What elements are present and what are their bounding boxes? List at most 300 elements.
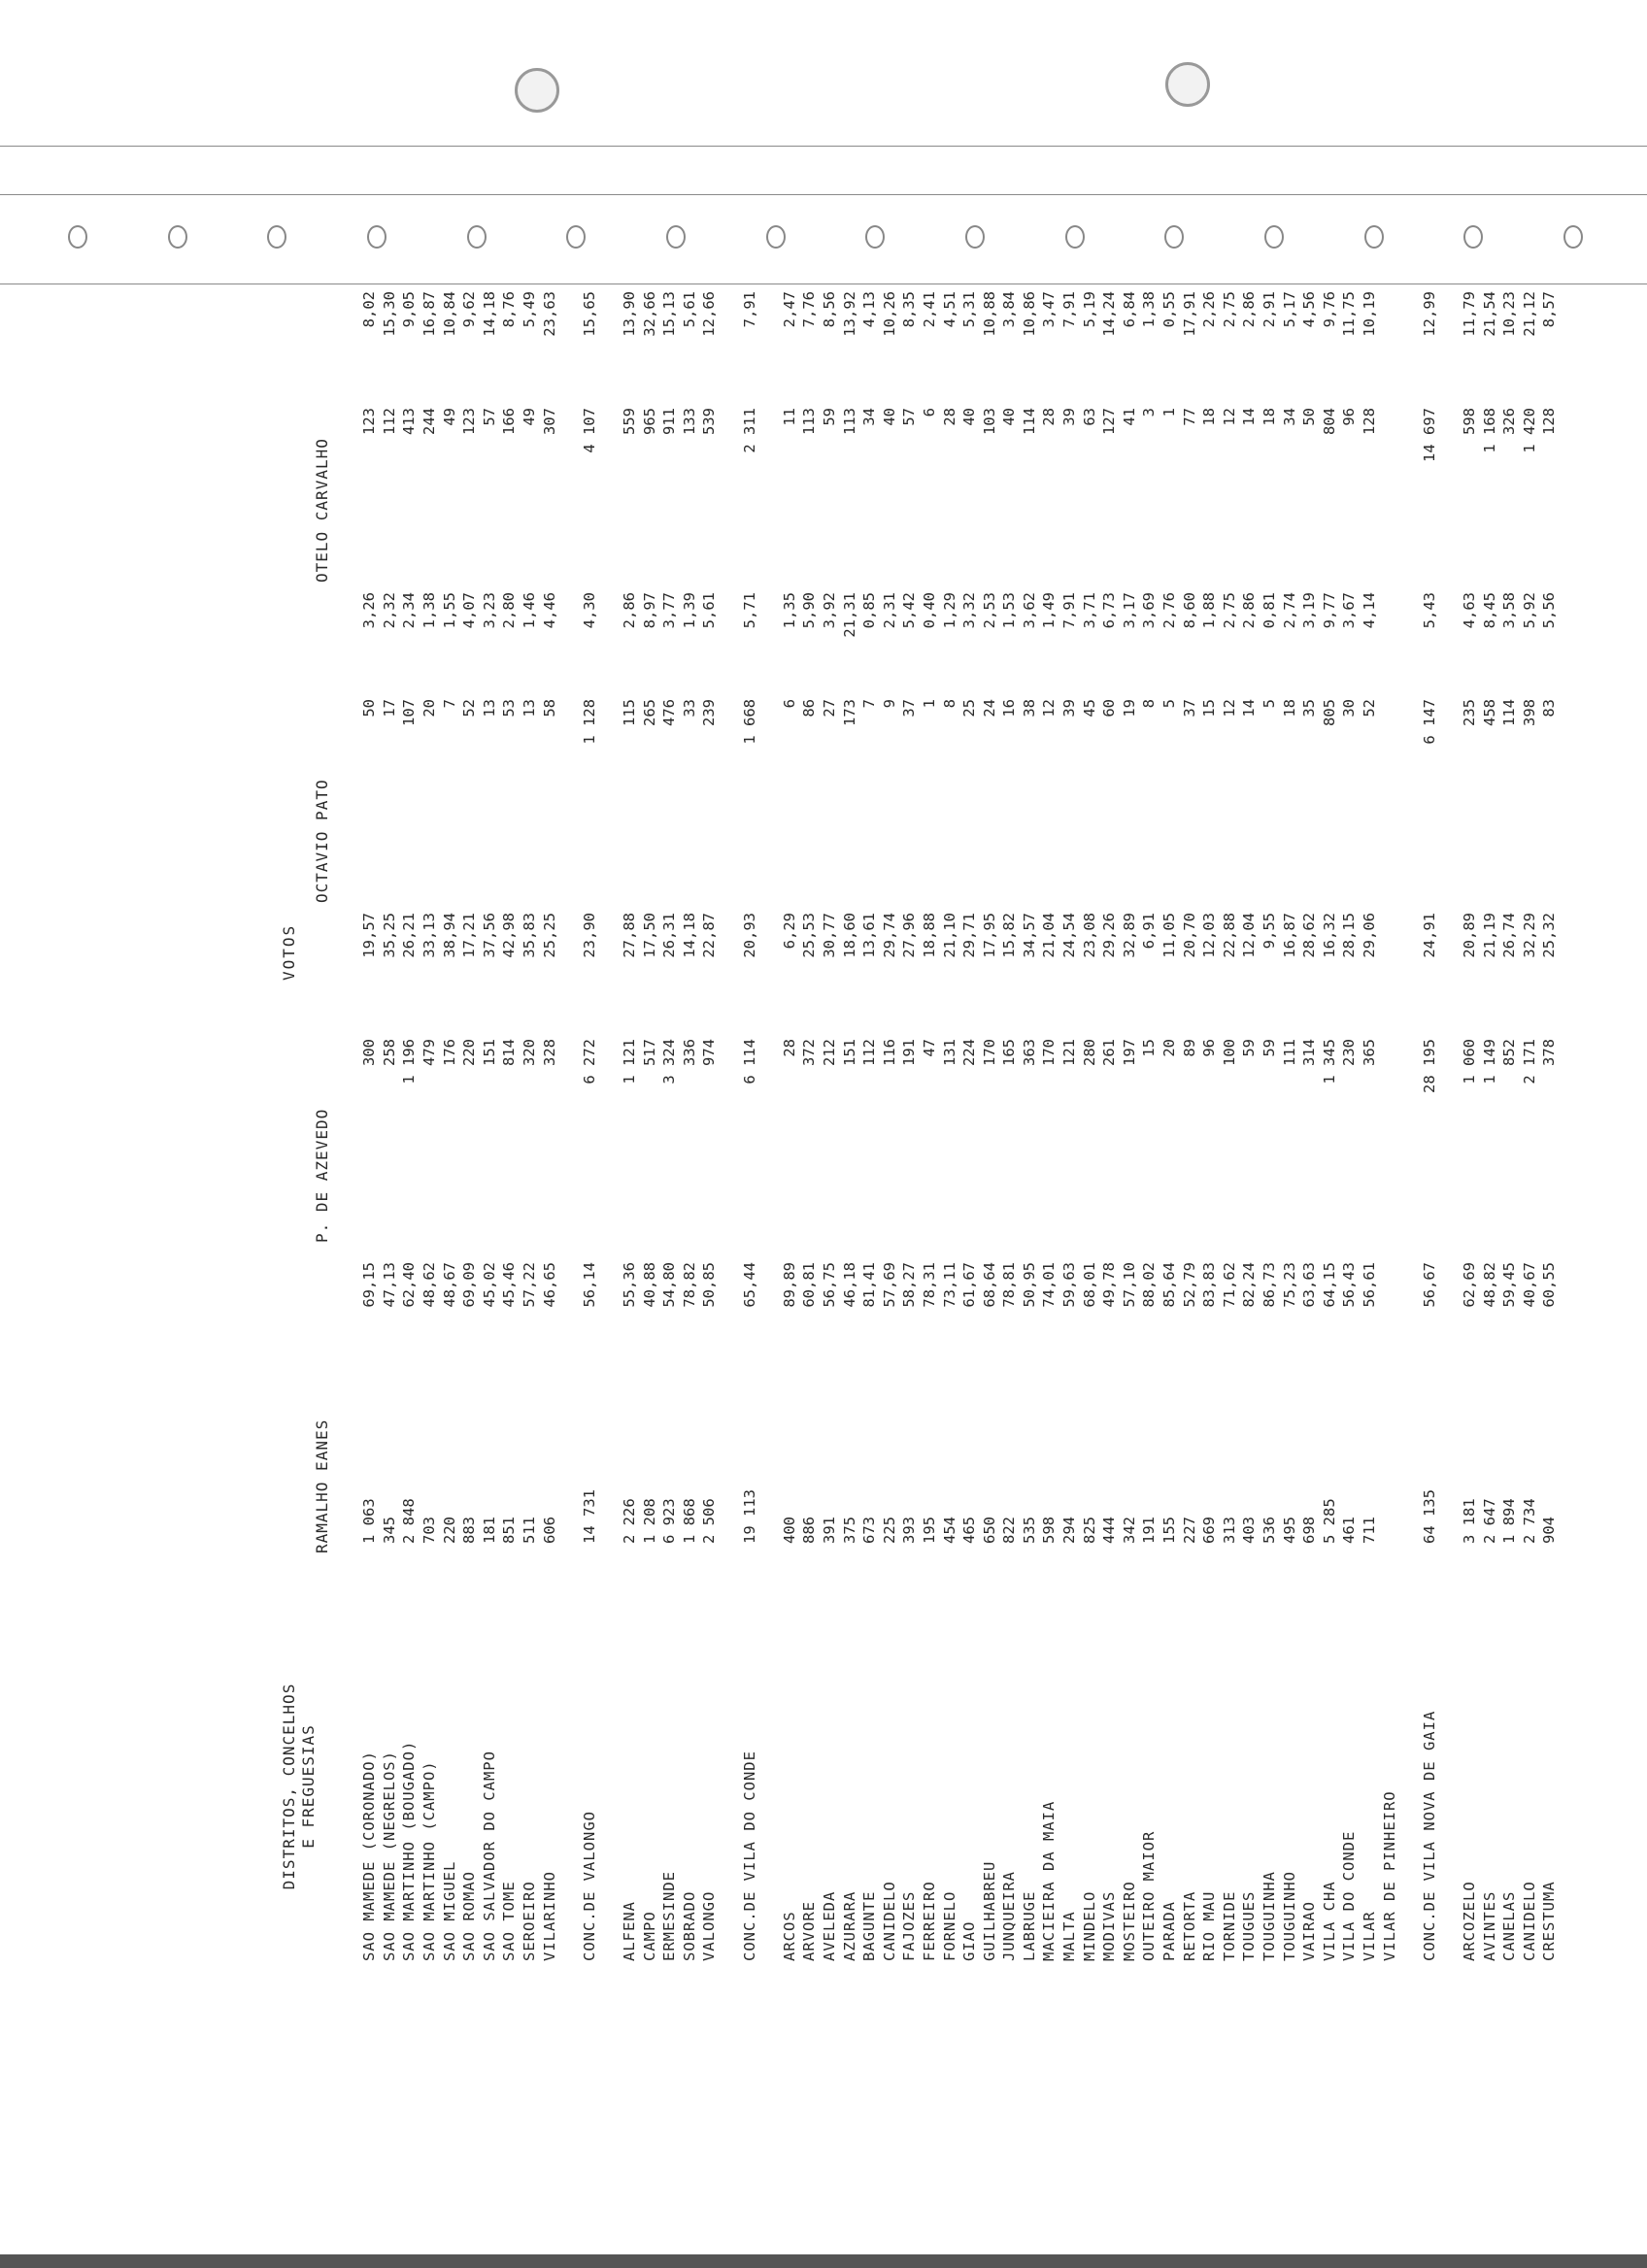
- vote-percent: 21,31: [840, 592, 858, 638]
- table-row: [1419, 291, 1439, 1961]
- vote-percent: 78,31: [920, 1262, 938, 1308]
- vote-count: 673: [860, 1517, 879, 1544]
- table-row: [1519, 291, 1539, 1961]
- vote-count: 4 107: [580, 408, 598, 453]
- vote-percent: 21,54: [1480, 291, 1498, 337]
- vote-count: 244: [420, 408, 439, 435]
- vote-count: 1 868: [680, 1498, 698, 1544]
- parish-name: VILA DO CONDE: [1340, 1830, 1359, 1961]
- vote-count: 307: [540, 408, 558, 435]
- table-row: [1279, 291, 1299, 1961]
- vote-count: 1 420: [1520, 408, 1538, 453]
- vote-percent: 20,93: [740, 913, 758, 958]
- vote-percent: 71,62: [1220, 1262, 1238, 1308]
- row-spacer: [599, 291, 620, 1961]
- vote-percent: 42,98: [500, 913, 519, 958]
- vote-count: 313: [1220, 1517, 1238, 1544]
- table-row: [359, 291, 380, 1961]
- vote-percent: 27,88: [621, 913, 639, 958]
- vote-percent: 63,63: [1300, 1262, 1319, 1308]
- vote-count: 539: [700, 408, 719, 435]
- vote-percent: 12,66: [700, 291, 719, 337]
- row-spacer: [720, 291, 740, 1961]
- vote-percent: 29,06: [1360, 913, 1378, 958]
- vote-count: 24: [980, 699, 998, 717]
- vote-count: 825: [1080, 1517, 1098, 1544]
- vote-percent: 32,66: [640, 291, 658, 337]
- vote-percent: 64,15: [1320, 1262, 1338, 1308]
- table-row: [439, 291, 459, 1961]
- vote-percent: 11,79: [1460, 291, 1478, 337]
- vote-count: 181: [480, 1517, 498, 1544]
- vote-count: 28: [1040, 408, 1059, 426]
- vote-percent: 29,71: [960, 913, 979, 958]
- table-row: [1079, 291, 1099, 1961]
- vote-percent: 4,30: [580, 592, 598, 629]
- vote-count: 60: [1100, 699, 1119, 717]
- vote-count: 64 135: [1420, 1489, 1438, 1544]
- vote-percent: 2,91: [1260, 291, 1279, 328]
- vote-count: 34: [860, 408, 879, 426]
- vote-count: 127: [1100, 408, 1119, 435]
- vote-count: 535: [1020, 1517, 1038, 1544]
- vote-percent: 48,62: [420, 1262, 439, 1308]
- vote-count: 14 697: [1420, 408, 1438, 462]
- vote-count: 39: [1060, 408, 1079, 426]
- vote-percent: 26,21: [400, 913, 419, 958]
- table-row: [680, 291, 700, 1961]
- vote-percent: 62,69: [1460, 1262, 1478, 1308]
- vote-percent: 8,45: [1480, 592, 1498, 629]
- vote-percent: 3,47: [1040, 291, 1059, 328]
- vote-count: 220: [460, 1039, 479, 1066]
- parish-name: SAO TOME: [500, 1881, 519, 1961]
- vote-count: 47: [920, 1039, 938, 1057]
- vote-count: 911: [660, 408, 679, 435]
- vote-count: 517: [640, 1039, 658, 1066]
- vote-percent: 2,80: [500, 592, 519, 629]
- parish-name: CANIDELO: [880, 1881, 898, 1961]
- table-row: [539, 291, 559, 1961]
- vote-count: 703: [420, 1517, 439, 1544]
- vote-count: 50: [360, 699, 379, 717]
- vote-percent: 26,31: [660, 913, 679, 958]
- vote-percent: 32,29: [1520, 913, 1538, 958]
- vote-percent: 25,25: [540, 913, 558, 958]
- candidate-header-1: RAMALHO EANES: [313, 1418, 331, 1553]
- vote-count: 883: [460, 1517, 479, 1544]
- vote-count: 19: [1120, 699, 1138, 717]
- table-row: [859, 291, 880, 1961]
- table-row: [979, 291, 999, 1961]
- parish-name: MINDELO: [1080, 1890, 1098, 1961]
- parish-name: CRESTUMA: [1540, 1881, 1559, 1961]
- vote-count: 18: [1260, 408, 1279, 426]
- vote-percent: 49,78: [1100, 1262, 1119, 1308]
- vote-count: 965: [640, 408, 658, 435]
- parish-name: SAO MARTINHO (BOUGADO): [400, 1740, 419, 1961]
- vote-percent: 59,63: [1060, 1262, 1079, 1308]
- parish-name: LABRUGE: [1020, 1890, 1038, 1961]
- vote-count: 225: [880, 1517, 898, 1544]
- vote-percent: 1,88: [1200, 592, 1219, 629]
- table-row: [1239, 291, 1260, 1961]
- table-row: [920, 291, 940, 1961]
- vote-count: 112: [860, 1039, 879, 1066]
- parish-name: ERMESINDE: [660, 1871, 679, 1961]
- vote-count: 57: [480, 408, 498, 426]
- table-row: [1220, 291, 1240, 1961]
- vote-count: 265: [640, 699, 658, 726]
- table-row: [620, 291, 640, 1961]
- parish-name: VILAR: [1360, 1911, 1378, 1961]
- vote-percent: 48,67: [440, 1262, 458, 1308]
- vote-count: 8: [940, 699, 958, 709]
- vote-percent: 34,57: [1020, 913, 1038, 958]
- vote-percent: 25,32: [1540, 913, 1559, 958]
- vote-percent: 10,88: [980, 291, 998, 337]
- vote-percent: 20,89: [1460, 913, 1478, 958]
- vote-count: 1: [1160, 408, 1179, 417]
- vote-count: 13: [480, 699, 498, 717]
- table-row: [959, 291, 980, 1961]
- table-row: [1059, 291, 1080, 1961]
- vote-percent: 5,19: [1080, 291, 1098, 328]
- vote-count: 258: [380, 1039, 398, 1066]
- vote-percent: 2,86: [1240, 291, 1259, 328]
- vote-count: 14 731: [580, 1489, 598, 1544]
- vote-count: 116: [880, 1039, 898, 1066]
- parish-name: VILARINHO: [540, 1871, 558, 1961]
- vote-count: 444: [1100, 1517, 1119, 1544]
- vote-percent: 3,17: [1120, 592, 1138, 629]
- vote-percent: 8,35: [900, 291, 919, 328]
- parish-name: AVELEDA: [820, 1890, 838, 1961]
- vote-percent: 16,87: [420, 291, 439, 337]
- vote-percent: 54,80: [660, 1262, 679, 1308]
- table-row: [1020, 291, 1040, 1961]
- vote-percent: 9,55: [1260, 913, 1279, 950]
- vote-count: 35: [1300, 699, 1319, 717]
- vote-count: 28: [780, 1039, 798, 1057]
- vote-count: 342: [1120, 1517, 1138, 1544]
- vote-percent: 10,19: [1360, 291, 1378, 337]
- vote-count: 40: [880, 408, 898, 426]
- vote-percent: 4,14: [1360, 592, 1378, 629]
- table-row: [799, 291, 820, 1961]
- vote-count: 37: [900, 699, 919, 717]
- vote-percent: 0,81: [1260, 592, 1279, 629]
- vote-count: 822: [1000, 1517, 1019, 1544]
- vote-count: 393: [900, 1517, 919, 1544]
- parish-name: MOSTEIRO: [1120, 1881, 1138, 1961]
- vote-count: 173: [840, 699, 858, 726]
- vote-percent: 0,85: [860, 592, 879, 629]
- vote-count: 606: [540, 1517, 558, 1544]
- vote-count: 13: [521, 699, 539, 717]
- vote-percent: 59,45: [1500, 1262, 1519, 1308]
- table-row: [1160, 291, 1180, 1961]
- vote-count: 403: [1240, 1517, 1259, 1544]
- punch-hole: [1165, 62, 1210, 107]
- vote-count: 6 114: [740, 1039, 758, 1084]
- vote-count: 650: [980, 1517, 998, 1544]
- vote-percent: 50,95: [1020, 1262, 1038, 1308]
- vote-count: 9: [880, 699, 898, 709]
- vote-count: 113: [800, 408, 819, 435]
- parish-name: ARCOZELO: [1460, 1881, 1478, 1961]
- table-row: [1360, 291, 1380, 1961]
- table-row: [739, 291, 759, 1961]
- vote-count: 814: [500, 1039, 519, 1066]
- row-spacer: [759, 291, 780, 1961]
- vote-count: 34: [1280, 408, 1298, 426]
- vote-percent: 17,50: [640, 913, 658, 958]
- vote-percent: 62,40: [400, 1262, 419, 1308]
- vote-percent: 5,61: [680, 291, 698, 328]
- vote-count: 365: [1360, 1039, 1378, 1066]
- vote-percent: 9,76: [1320, 291, 1338, 328]
- table-title: DISTRITOS, CONCELHOS E FREGUESIAS: [280, 1683, 318, 1890]
- vote-count: 25: [960, 699, 979, 717]
- vote-count: 59: [1240, 1039, 1259, 1057]
- vote-percent: 73,11: [940, 1262, 958, 1308]
- vote-percent: 3,92: [820, 592, 838, 629]
- vote-percent: 22,88: [1220, 913, 1238, 958]
- vote-count: 170: [1040, 1039, 1059, 1066]
- table-row: [1539, 291, 1560, 1961]
- vote-count: 8: [1140, 699, 1159, 709]
- vote-count: 96: [1340, 408, 1359, 426]
- vote-count: 197: [1120, 1039, 1138, 1066]
- vote-percent: 2,47: [780, 291, 798, 328]
- table-row: [1320, 291, 1340, 1961]
- vote-percent: 18,60: [840, 913, 858, 958]
- vote-percent: 29,26: [1100, 913, 1119, 958]
- vote-count: 398: [1520, 699, 1538, 726]
- parish-name: FORNELO: [940, 1890, 958, 1961]
- table-row: [499, 291, 520, 1961]
- vote-count: 536: [1260, 1517, 1279, 1544]
- vote-percent: 48,82: [1480, 1262, 1498, 1308]
- parish-name: ARCOS: [780, 1911, 798, 1961]
- vote-count: 6 272: [580, 1039, 598, 1084]
- table-row: [879, 291, 899, 1961]
- vote-percent: 82,24: [1240, 1262, 1259, 1308]
- vote-count: 128: [1360, 408, 1378, 435]
- candidate-header-2: P. DE AZEVEDO: [313, 1108, 331, 1243]
- vote-count: 121: [1060, 1039, 1079, 1066]
- parish-name: CONC.DE VILA NOVA DE GAIA: [1420, 1710, 1438, 1961]
- vote-percent: 85,64: [1160, 1262, 1179, 1308]
- vote-percent: 26,74: [1500, 913, 1519, 958]
- vote-percent: 69,15: [360, 1262, 379, 1308]
- vote-count: 155: [1160, 1517, 1179, 1544]
- vote-percent: 50,85: [700, 1262, 719, 1308]
- vote-percent: 56,14: [580, 1262, 598, 1308]
- vote-percent: 21,19: [1480, 913, 1498, 958]
- vote-count: 28: [940, 408, 958, 426]
- vote-count: 33: [680, 699, 698, 717]
- parish-name: JUNQUEIRA: [1000, 1871, 1019, 1961]
- vote-count: 17: [380, 699, 398, 717]
- vote-count: 852: [1500, 1039, 1519, 1066]
- vote-count: 1 063: [360, 1498, 379, 1544]
- vote-count: 413: [400, 408, 419, 435]
- parish-name: SAO ROMAO: [460, 1871, 479, 1961]
- parish-name: CAMPO: [640, 1911, 658, 1961]
- vote-percent: 5,56: [1540, 592, 1559, 629]
- table-row: [1479, 291, 1499, 1961]
- vote-count: 30: [1340, 699, 1359, 717]
- vote-percent: 13,90: [621, 291, 639, 337]
- vote-percent: 1,35: [780, 592, 798, 629]
- vote-count: 461: [1340, 1517, 1359, 1544]
- vote-count: 14: [1240, 699, 1259, 717]
- vote-percent: 24,91: [1420, 913, 1438, 958]
- vote-percent: 81,41: [860, 1262, 879, 1308]
- vote-count: 49: [521, 408, 539, 426]
- vote-percent: 65,44: [740, 1262, 758, 1308]
- vote-percent: 55,36: [621, 1262, 639, 1308]
- vote-count: 166: [500, 408, 519, 435]
- vote-count: 52: [1360, 699, 1378, 717]
- vote-count: 14: [1240, 408, 1259, 426]
- vote-count: 1: [920, 699, 938, 709]
- vote-percent: 2,31: [880, 592, 898, 629]
- vote-count: 3 181: [1460, 1498, 1478, 1544]
- vote-count: 41: [1120, 408, 1138, 426]
- vote-count: 300: [360, 1039, 379, 1066]
- vote-count: 320: [521, 1039, 539, 1066]
- parish-name: MALTA: [1060, 1911, 1079, 1961]
- vote-count: 328: [540, 1039, 558, 1066]
- vote-percent: 1,55: [440, 592, 458, 629]
- vote-percent: 1,38: [1140, 291, 1159, 328]
- vote-count: 261: [1100, 1039, 1119, 1066]
- table-row: [380, 291, 400, 1961]
- vote-percent: 69,09: [460, 1262, 479, 1308]
- vote-percent: 6,29: [780, 913, 798, 950]
- vote-count: 904: [1540, 1517, 1559, 1544]
- vote-count: 151: [480, 1039, 498, 1066]
- vote-percent: 27,96: [900, 913, 919, 958]
- vote-percent: 7,91: [1060, 592, 1079, 629]
- vote-percent: 12,04: [1240, 913, 1259, 958]
- vote-count: 345: [380, 1517, 398, 1544]
- vote-percent: 52,79: [1180, 1262, 1198, 1308]
- vote-count: 805: [1320, 699, 1338, 726]
- vote-percent: 2,86: [1240, 592, 1259, 629]
- vote-count: 378: [1540, 1039, 1559, 1066]
- vote-count: 115: [621, 699, 639, 726]
- vote-percent: 75,23: [1280, 1262, 1298, 1308]
- page-bottom-edge: [0, 2254, 1647, 2268]
- vote-percent: 3,26: [360, 592, 379, 629]
- vote-count: 18: [1200, 408, 1219, 426]
- vote-count: 227: [1180, 1517, 1198, 1544]
- vote-percent: 47,13: [380, 1262, 398, 1308]
- table-row: [1099, 291, 1120, 1961]
- vote-percent: 57,69: [880, 1262, 898, 1308]
- parish-name: SAO MAMEDE (NEGRELOS): [380, 1751, 398, 1961]
- vote-percent: 78,81: [1000, 1262, 1019, 1308]
- vote-count: 12: [1040, 699, 1059, 717]
- vote-percent: 15,30: [380, 291, 398, 337]
- vote-percent: 58,27: [900, 1262, 919, 1308]
- vote-percent: 4,63: [1460, 592, 1478, 629]
- vote-count: 458: [1480, 699, 1498, 726]
- vote-percent: 56,43: [1340, 1262, 1359, 1308]
- parish-name: AVINTES: [1480, 1890, 1498, 1961]
- vote-percent: 2,41: [920, 291, 938, 328]
- table-row: [399, 291, 420, 1961]
- vote-percent: 0,55: [1160, 291, 1179, 328]
- vote-percent: 3,23: [480, 592, 498, 629]
- vote-percent: 3,32: [960, 592, 979, 629]
- vote-count: 58: [540, 699, 558, 717]
- vote-percent: 15,13: [660, 291, 679, 337]
- vote-percent: 21,12: [1520, 291, 1538, 337]
- vote-count: 191: [1140, 1517, 1159, 1544]
- vote-percent: 60,81: [800, 1262, 819, 1308]
- vote-percent: 5,92: [1520, 592, 1538, 629]
- scan-line: [0, 146, 1647, 147]
- vote-percent: 3,58: [1500, 592, 1519, 629]
- vote-percent: 10,26: [880, 291, 898, 337]
- vote-count: 133: [680, 408, 698, 435]
- vote-count: 77: [1180, 408, 1198, 426]
- vote-percent: 8,56: [820, 291, 838, 328]
- vote-percent: 40,88: [640, 1262, 658, 1308]
- vote-percent: 8,02: [360, 291, 379, 328]
- vote-count: 7: [440, 699, 458, 709]
- vote-count: 314: [1300, 1039, 1319, 1066]
- vote-count: 559: [621, 408, 639, 435]
- vote-percent: 10,23: [1500, 291, 1519, 337]
- vote-percent: 5,17: [1280, 291, 1298, 328]
- vote-percent: 68,64: [980, 1262, 998, 1308]
- parish-name: SAO MARTINHO (CAMPO): [420, 1760, 439, 1961]
- table-row: [1460, 291, 1480, 1961]
- vote-count: 1 128: [580, 699, 598, 745]
- vote-percent: 56,75: [820, 1262, 838, 1308]
- vote-count: 3: [1140, 408, 1159, 417]
- vote-count: 53: [500, 699, 519, 717]
- vote-count: 52: [460, 699, 479, 717]
- vote-count: 49: [440, 408, 458, 426]
- vote-count: 112: [380, 408, 398, 435]
- vote-percent: 1,53: [1000, 592, 1019, 629]
- vote-percent: 1,38: [420, 592, 439, 629]
- vote-percent: 3,19: [1300, 592, 1319, 629]
- vote-count: 336: [680, 1039, 698, 1066]
- table-row: [459, 291, 480, 1961]
- vote-percent: 3,69: [1140, 592, 1159, 629]
- vote-count: 1 894: [1500, 1498, 1519, 1544]
- vote-count: 224: [960, 1039, 979, 1066]
- vote-count: 886: [800, 1517, 819, 1544]
- parish-name: OUTEIRO MAIOR: [1140, 1830, 1159, 1961]
- vote-percent: 16,32: [1320, 913, 1338, 958]
- vote-count: 1 208: [640, 1498, 658, 1544]
- vote-percent: 4,46: [540, 592, 558, 629]
- vote-count: 2 506: [700, 1498, 719, 1544]
- vote-percent: 5,43: [1420, 592, 1438, 629]
- vote-percent: 5,90: [800, 592, 819, 629]
- vote-count: 7: [860, 699, 879, 709]
- vote-percent: 4,07: [460, 592, 479, 629]
